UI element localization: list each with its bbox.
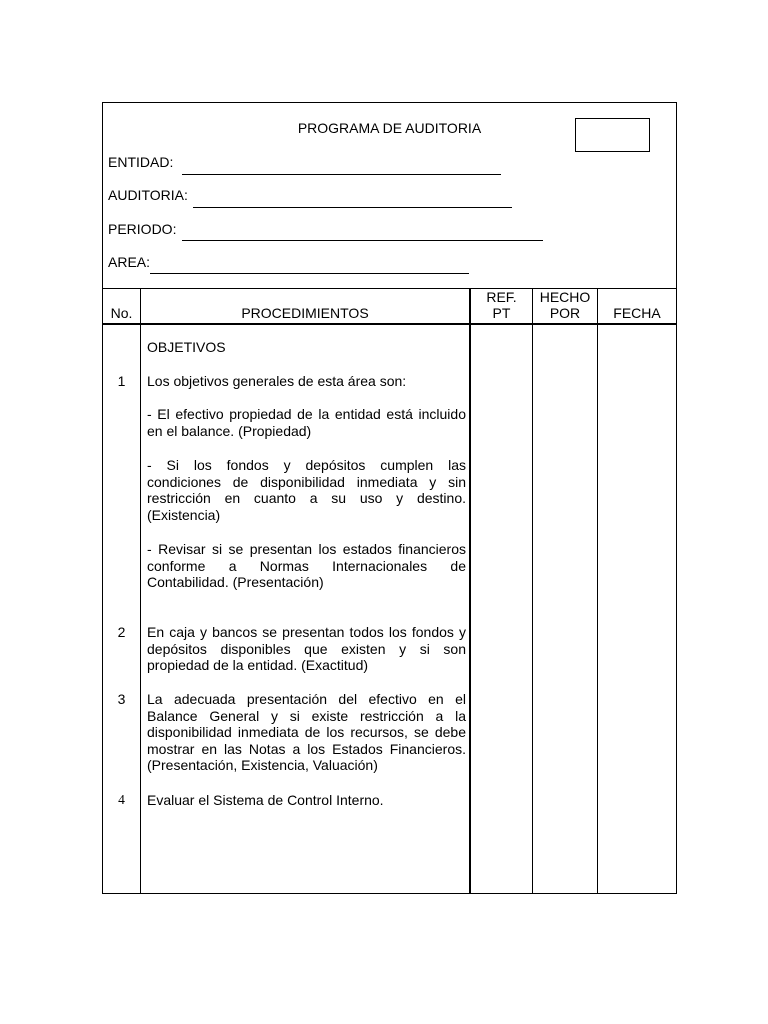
column-header-procedimientos: PROCEDIMIENTOS	[241, 305, 369, 321]
auditoria-label: AUDITORIA:	[108, 187, 188, 203]
row-1-objective-existencia: - Si los fondos y depósitos cumplen las condiciones de disponibilidad inmediata y sin restricción en cuanto a su uso y destino. (Existencia)	[147, 457, 466, 523]
area-field-line	[150, 273, 469, 274]
row-number-4: 4	[118, 792, 125, 807]
row-2-procedure: En caja y bancos se presentan todos los fondos y depósitos disponibles que existen y si son propiedad de la entidad. (Exactitud)	[147, 624, 466, 674]
column-header-ref-line1: REF.	[486, 289, 517, 305]
periodo-label: PERIODO:	[108, 221, 177, 237]
column-header-hecho-line2: POR	[549, 305, 581, 321]
entidad-label: ENTIDAD:	[108, 154, 174, 170]
row-1-objective-presentacion: - Revisar si se presentan los estados financieros conforme a Normas Internacionales de Contabilidad. (Presentación)	[147, 541, 466, 591]
row-3-procedure: La adecuada presentación del efectivo en el Balance General y si existe restricción a la disponibilidad inmediata de los recursos, se debe mostrar en las Notas a los Estados Financieros. (Presentación, Existencia, Valuación)	[147, 691, 466, 774]
row-number-1: 1	[117, 373, 126, 389]
row-4-procedure: Evaluar el Sistema de Control Interno.	[147, 792, 384, 808]
periodo-field-line-extension	[444, 240, 543, 241]
table-header-divider	[103, 323, 676, 325]
row-number-2: 2	[117, 624, 126, 640]
entidad-field-line	[182, 174, 501, 175]
column-header-fecha: FECHA	[613, 305, 661, 321]
row-number-3: 3	[117, 691, 126, 707]
column-divider-no	[140, 288, 141, 893]
objetivos-heading: OBJETIVOS	[147, 339, 226, 355]
form-title: PROGRAMA DE AUDITORIA	[297, 120, 482, 136]
row-1-objective-propiedad: - El efectivo propiedad de la entidad está incluido en el balance. (Propiedad)	[147, 406, 466, 439]
column-divider-hecho	[597, 288, 598, 893]
area-label: AREA:	[108, 254, 151, 270]
column-divider-ref	[532, 288, 533, 893]
reference-code-box	[575, 118, 650, 152]
column-header-ref-line2: PT	[492, 305, 511, 321]
periodo-field-line	[182, 240, 444, 241]
audit-program-form	[102, 102, 677, 894]
column-header-no: No.	[110, 305, 133, 321]
row-1-intro: Los objetivos generales de esta área son:	[147, 373, 407, 389]
column-divider-procedimientos	[469, 288, 471, 893]
column-header-hecho-line1: HECHO	[539, 289, 591, 305]
auditoria-field-line	[193, 207, 512, 208]
